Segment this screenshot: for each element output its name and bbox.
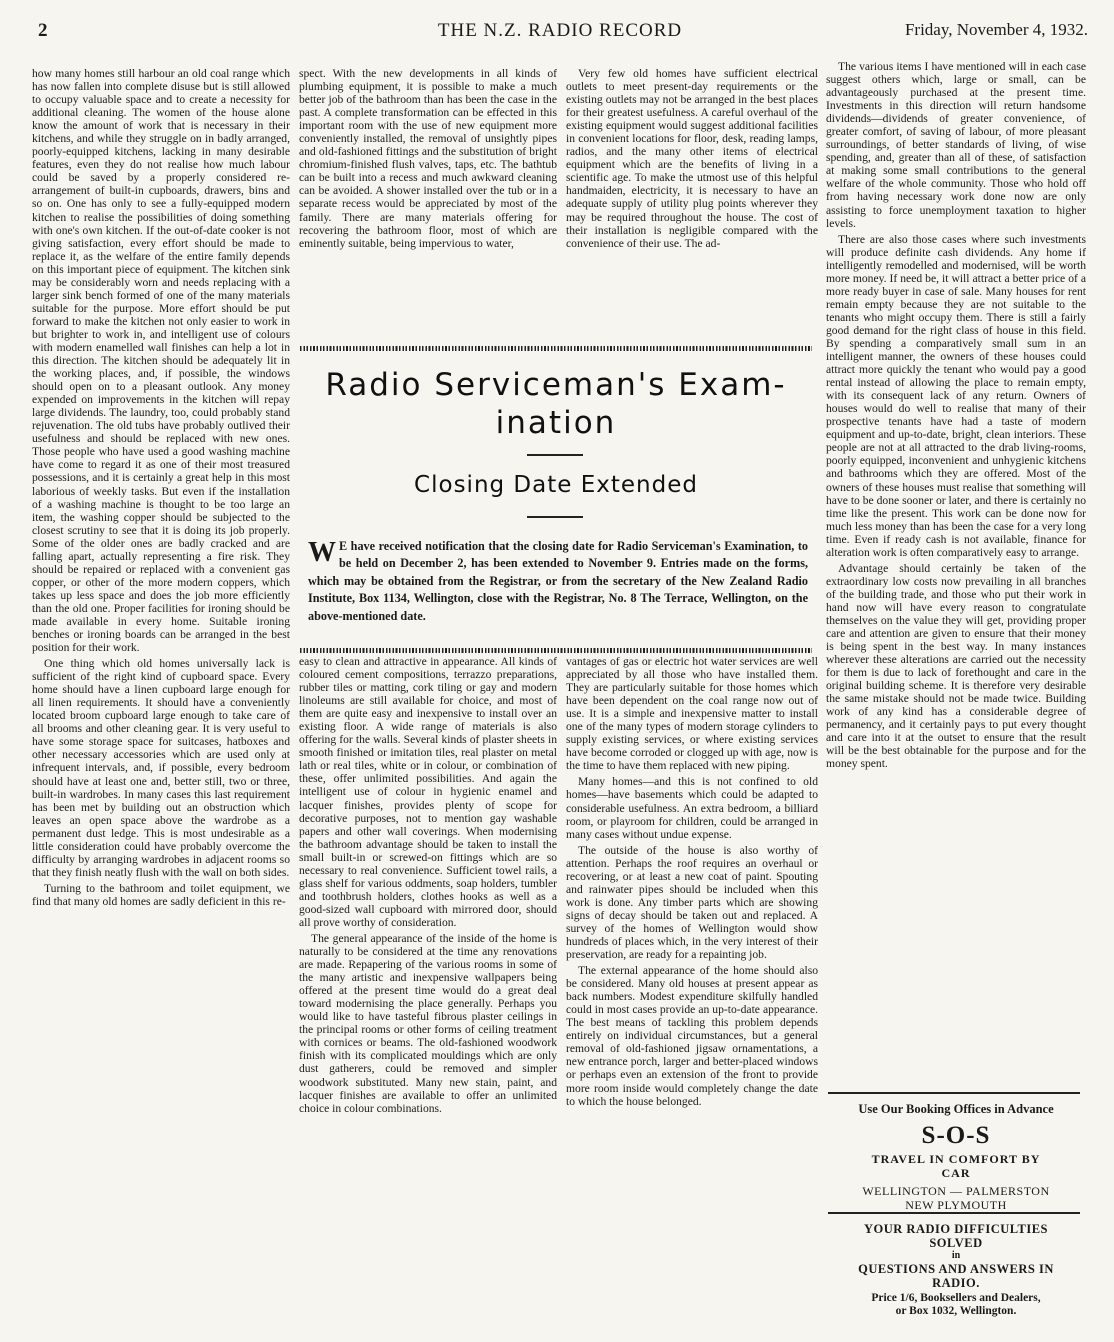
feature-body-text: E have received notification that the closing date for Radio Serviceman's Examination, to be held on December 2, has been extended to November 9. Entries made on the forms, which may be obtained from the Registrar, or from the secretary of the New Zealand Radio Institute, Box 1134, Wellington, close with the Registrar, No. 8 The Terrace, Wellington, on the above-mentioned date. (308, 539, 808, 623)
feature-box-radio-exam (300, 352, 812, 646)
feature-title-line-2: ination (495, 405, 617, 441)
subtitle-divider (527, 516, 583, 518)
book-ad-price (826, 1292, 1086, 1318)
feature-title (300, 366, 812, 442)
feature-body (308, 538, 808, 625)
book-ad-title (826, 1262, 1086, 1290)
dotted-rule-top (300, 346, 812, 351)
advertisements (826, 1092, 1086, 1320)
sos-ad-route (826, 1184, 1086, 1212)
book-line-1: QUESTIONS AND ANSWERS IN (858, 1262, 1054, 1276)
route-line-1: WELLINGTON — PALMERSTON (862, 1184, 1050, 1198)
article-column-2-bottom (299, 655, 557, 1315)
travel-line-1: TRAVEL IN COMFORT BY (871, 1152, 1041, 1166)
paragraph: easy to clean and attractive in appearance. All kinds of coloured cement compositions, terrazzo preparations, rubber tiles or matting, cork tiling or gay and modern linoleums are still available for choice, and most of them are quite easy and inexpensive to install over an existing floor. A wide range of materials is also offering for the walls. Several kinds of plaster sheets in smooth finished or imitation tiles, real plaster on metal lath or real tiles, white or in colour, or combination of these, offer unlimited possibilities. And again the intelligent use of colour in hygienic enamel and lacquer finishes, provides plenty of scope for decorative purposes, not to mention gay washable papers and other wall coverings. When modernising the bathroom advantage should be taken to install the small built-in or screwed-on fittings which are so necessary to real convenience. Sufficient towel rails, a glass shelf for various oddments, soap holders, tumbler and toothbrush holders, clothes hooks as well as a good-sized wall cupboard with mirrored door, should all prove worthy of consideration. (299, 655, 557, 929)
heading-line-2: SOLVED (929, 1236, 983, 1250)
book-ad-in: in (951, 1250, 961, 1261)
sos-ad-brand: S-O-S (921, 1122, 991, 1149)
price-line-1: Price 1/6, Booksellers and Dealers, (871, 1292, 1041, 1304)
paragraph: There are also those cases where such investments will produce definite cash dividends. Any home if intelligently remodelled and modernised, will be worth more money. If need be, it will attract a better price of a more ready buyer in case of sale. Many houses for rent remain empty because they are not suitable to the tenants who might occupy them. There is still a fairly good demand for the right class of house in this field. By spending a comparatively small sum in an intelligent manner, the owners of these houses could attract more quickly the tenant who would pay a good rental instead of allowing the place to remain empty, with its consequent lack of any return. Owners of houses would do well to realise that many of their prospective tenants have had a taste of modern equipment and up-to-date, bright, clean interiors. These people are not at all attracted to the drab living-rooms, poorly equipped, inconvenient and unhygienic kitchens and bathrooms which they are offered. Most of the owners of these houses must realise that something will have to be done sooner or later, and there is certainly no time like the present. This work can be done now for much less money than has been the case for a very long time. Even if ready cash is not available, finance for alteration work is often comparatively easy to arrange. (826, 232, 1086, 559)
dotted-rule-bottom (300, 648, 812, 653)
sos-ad-travel (826, 1152, 1086, 1180)
price-line-2: or Box 1032, Wellington. (895, 1305, 1017, 1317)
feature-subtitle: Closing Date Extended (414, 472, 698, 498)
page-header (30, 20, 1090, 46)
article-column-1 (32, 67, 290, 1342)
paragraph: The external appearance of the home should also be considered. Many old houses at present appear as back numbers. Modest expenditure skilfully handled could in most cases provide an up-to-date appearance. The best means of tackling this problem depends entirely on individual circumstances, but a general removal of old-fashioned jigsaw ornamentations, a new entrance porch, larger and better-placed windows or perhaps even an extension of the front to provide more room inside would completely change the date to which the house belonged. (566, 964, 818, 1108)
paragraph: how many homes still harbour an old coal range which has now fallen into complete disuse but is still allowed to occupy valuable space and to create a necessity for additional cleaning. The women of the house alone know the amount of work that is necessary in their kitchens, and while they struggle on in badly arranged, poorly-equipped kitchens, lacking in many desirable features, even they do not realise how much labour could be saved by a properly considered re-arrangement of built-in cupboards, drawers, bins and so on. One has only to see a fully-equipped modern kitchen to realise the possibilities of doing something with one's own kitchen. If the out-of-date cooker is not giving satisfaction, every effort should be made to replace it, as the welfare of the entire family depends on this important piece of equipment. The kitchen sink may be considerably worn and needs replacing with a larger sink bench formed of one of the many materials suitable for the purpose. More effort should be put forward to make the kitchen not only easier to work in but brighter to work in, and intelligent use of colours with modern enamelled wall finishes can help a lot in this direction. The kitchen should be adequately lit in the working places, and, if possible, the windows should open on to a pleasant outlook. Any money expended on improvements in the kitchen will repay large dividends. The laundry, too, could probably stand rejuvenation. The old tubs have probably outlived their usefulness and should be replaced with new ones. Those people who have used a good washing machine have come to regard it as one of their most treasured possessions, and it is certainly a great help in this most laborious of weekly tasks. But even if the installation of a washing machine is thought to be too large an item, the washing copper should be subjected to the closest scrutiny to see that it is doing its job properly. Some of the older ones are badly cracked and are falling apart, actually representing a fire risk. They should be repaired or replaced with a convenient gas copper, or other of the more modern coppers, which takes up less space and does the job more efficiently than the old one. Proper facilities for ironing should be made available in every home. Suitable ironing benches or ironing boards can be arranged in the best position for their work. (32, 67, 290, 655)
route-line-2: NEW PLYMOUTH (905, 1198, 1007, 1212)
paragraph: The general appearance of the inside of the home is naturally to be considered at the time any renovations are made. Repapering of the various rooms in some of the many artistic and inexpensive wallpapers being offered at the present time would do a great deal toward modernising the place generally. Perhaps you would like to have tasteful fibrous plaster ceilings in the principal rooms or other forms of ceiling treatment with cornices or beams. The old-fashioned woodwork finish with its complicated mouldings which are only dust gatherers, could be removed and simpler woodwork substituted. Many new stain, paint, and lacquer finishes are available to offer an unlimited choice in colour combinations. (299, 931, 557, 1115)
travel-line-2: CAR (941, 1166, 971, 1180)
article-column-3-top (566, 67, 818, 335)
issue-date: Friday, November 4, 1932. (904, 20, 1088, 39)
paragraph: Turning to the bathroom and toilet equipment, we find that many old homes are sadly deficient in this re- (32, 881, 290, 908)
book-line-2: RADIO. (932, 1276, 980, 1290)
publication-title: THE N.Z. RADIO RECORD (437, 20, 683, 41)
article-column-2-top (299, 67, 557, 335)
article-column-4 (826, 60, 1086, 1077)
book-ad-heading (826, 1222, 1086, 1250)
paragraph: Many homes—and this is not confined to old homes—have basements which could be adapted to considerable usefulness. An extra bedroom, a billiard room, or playroom for children, could be arranged in many cases without undue expense. (566, 775, 818, 841)
ad-divider (828, 1212, 1080, 1214)
paragraph: vantages of gas or electric hot water services are well appreciated by all those who have installed them. They are particularly suitable for those homes which have been dependent on the coal range now out of use. It is a simple and inexpensive matter to install one of the many types of modern storage cylinders to supply existing services, or where existing services have become corroded or clogged up with age, now is the time to have them replaced with new piping. (566, 655, 818, 773)
sos-ad-tagline: Use Our Booking Offices in Advance (858, 1102, 1054, 1116)
paragraph: spect. With the new developments in all kinds of plumbing equipment, it is possible to make a much better job of the bathroom than has been the case in the past. A complete transformation can be effected in this important room with the use of new equipment more conveniently installed, the removal of unsightly pipes and old-fashioned fittings and the substitution of bright chromium-finished flush valves, taps, etc. The bathtub can be built into a recess and much awkward cleaning can be avoided. A shower installed over the tub or in a separate recess would be appreciated by most of the family. There are many materials offering for recovering the bathroom floor, most of which are eminently suitable, being impervious to water, (299, 67, 557, 250)
ad-top-rule (828, 1092, 1080, 1094)
paragraph: Very few old homes have sufficient electrical outlets to meet present-day requirements or the existing outlets may not be arranged in the best places for their greatest usefulness. A careful overhaul of the existing equipment would suggest additional facilities in convenient locations for floor, desk, reading lamps, radios, and the many other items of electrical equipment which are the benefits of living in a scientific age. To make the utmost use of this helpful handmaiden, electricity, it is necessary to have an adequate supply of utility plug points wherever they may be required throughout the house. The cost of their installation is negligible compared with the convenience of their use. The ad- (566, 67, 818, 250)
paragraph: One thing which old homes universally lack is sufficient of the right kind of cupboard space. Every home should have a linen cupboard large enough for all linen requirements. It should have a conveniently located broom cupboard large enough to take care of all brooms and other cleaning gear. It is very useful to have some storage space for suitcases, hatboxes and other necessary accessories which are used only at infrequent intervals, and, if possible, every bedroom should have at least one and, better still, two or three, built-in wardrobes. In many cases this last requirement has been met by building out an obstruction which leaves an open space above the wardrobe as a permanent dust ledge. This is most undesirable as a little consideration could have probably overcome the difficulty by arranging wardrobes in adjacent rooms so that they finish neatly flush with the wall on both sides. (32, 657, 290, 879)
paragraph: The outside of the house is also worthy of attention. Perhaps the roof requires an overhaul or recovering, or at least a new coat of paint. Spouting and rainwater pipes should be included when this work is done. Any timber parts which are showing signs of decay should be taken out and replaced. A survey of the homes of Wellington would show hundreds of places which, in the very interest of their preservation, are ready for a repainting job. (566, 843, 818, 962)
article-column-3-bottom (566, 655, 818, 1315)
page-number: 2 (38, 20, 48, 41)
feature-title-line-1: Radio Serviceman's Exam- (325, 367, 787, 403)
title-divider (527, 454, 583, 456)
drop-cap: W (308, 537, 336, 568)
heading-line-1: YOUR RADIO DIFFICULTIES (864, 1222, 1048, 1236)
paragraph: Advantage should certainly be taken of the extraordinary low costs now prevailing in all branches of the building trade, and those who put their work in hand now will have every reason to congratulate themselves on the value they will get, providing proper care and attention are given to ensure that their money is being spent in the best way. In many instances wherever these alterations are carried out the necessity for them is due to lack of forethought and care in the original building scheme. It is therefore very desirable the same mistake should not be made twice. Building work of any kind has a considerable degree of permanency, and it certainly pays to put every thought and care into it at the outset to ensure that the result will be the best obtainable for the purpose and for the money spent. (826, 561, 1086, 771)
paragraph: The various items I have mentioned will in each case suggest others which, large or small, can be advantageously purchased at the present time. Investments in this direction will return handsome dividends—dividends of greater convenience, of greater comfort, of saving of labour, of more pleasant surroundings, of better standards of living, of wise spending, and, greater than all of these, of satisfaction at making some small contributions to the general welfare of the whole community. Those who hold off from having necessary work done now are only assisting to force unemployment taxation to higher levels. (826, 60, 1086, 230)
